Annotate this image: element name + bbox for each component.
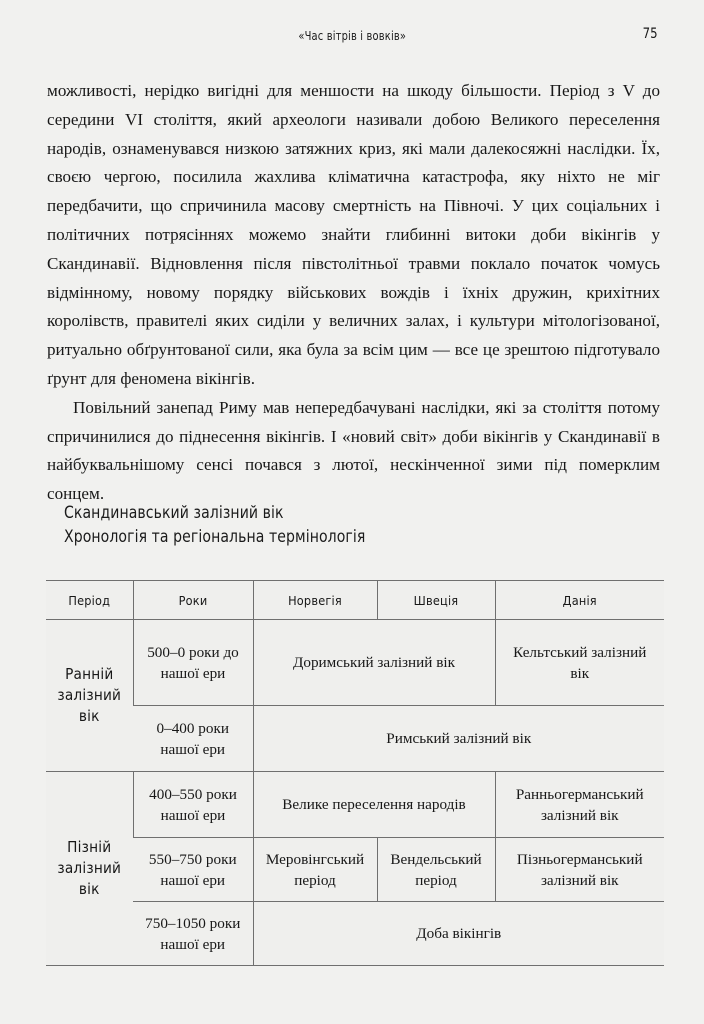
column-header-norway: Норвегія [253,581,377,620]
cell-denmark-celtic: Кельтський залізний вік [495,620,664,706]
cell-years-0-400: 0–400 роки нашої ери [133,706,253,772]
cell-norway-sweden-preroman: Доримський залізний вік [253,620,495,706]
table-caption-line-1: Скандинавський залізний вік [64,502,284,522]
page-number: 75 [643,26,658,42]
paragraph-2: Повільний занепад Риму мав непередбачувані наслідки, які за століття потому спричинилися до піднесення вікінгів. І «новий світ» доби вікінгів у Скандинавії в найбуквальнішому сенсі почався з лютої, нескінченної зими під померклим сонцем. [47,397,660,504]
cell-period-late: Пізній залізний вік [46,772,133,966]
column-header-period: Період [46,581,133,620]
column-header-sweden: Швеція [377,581,495,620]
cell-period-early: Ранній залізний вік [46,620,133,772]
column-header-denmark: Данія [495,581,664,620]
table-caption [64,500,622,548]
cell-denmark-late-germanic: Пізньогерманський залізний вік [495,838,664,902]
chronology-table [46,580,664,966]
table-row [46,838,664,902]
running-head [46,28,658,46]
table-caption-line-2: Хронологія та регіональна термінологія [64,526,366,546]
table-row [46,706,664,772]
cell-years-550-750: 550–750 роки нашої ери [133,838,253,902]
paragraph-1: можливості, нерідко вигідні для меншости на шкоду більшости. Період з V до середини VI століття, який археологи називали добою Великого переселення народів, ознаменувався низкою затяжних криз, які мали далекосяжні наслідки. Їх, своєю чергою, посилила жахлива кліматична катастрофа, яку ніхто не міг передбачити, що спричинила масову смертність на Півночі. У цих соціальних і політичних потрясіннях можемо знайти глибинні витоки доби вікінгів у Скандинавії. Відновлення після півстолітньої травми поклало початок чомусь відмінному, новому порядку військових вождів і їхніх дружин, крихітних королівств, правителі яких сиділи у величних залах, і культури мітологізованої, ритуально обґрунтованої сили, яка була за всім цим — все це зрештою підготувало ґрунт для феномена вікінгів. [47,81,660,388]
column-header-years: Роки [133,581,253,620]
table-row [46,772,664,838]
table-row [46,902,664,966]
table-row [46,620,664,706]
cell-years-750-1050: 750–1050 роки нашої ери [133,902,253,966]
cell-norway-merovingian: Меровінгський період [253,838,377,902]
body-text [47,77,660,509]
chronology-table-block [57,500,664,953]
cell-years-500-0: 500–0 роки до нашої ери [133,620,253,706]
cell-denmark-early-germanic: Ранньогерманський залізний вік [495,772,664,838]
cell-roman-iron-age: Римський залізний вік [253,706,664,772]
cell-viking-age: Доба вікінгів [253,902,664,966]
cell-sweden-vendel: Вендельський період [377,838,495,902]
running-head-title: «Час вітрів і вовків» [298,28,406,43]
cell-migration-period: Велике переселення народів [253,772,495,838]
cell-years-400-550: 400–550 роки нашої ери [133,772,253,838]
table-header-row [46,581,664,620]
